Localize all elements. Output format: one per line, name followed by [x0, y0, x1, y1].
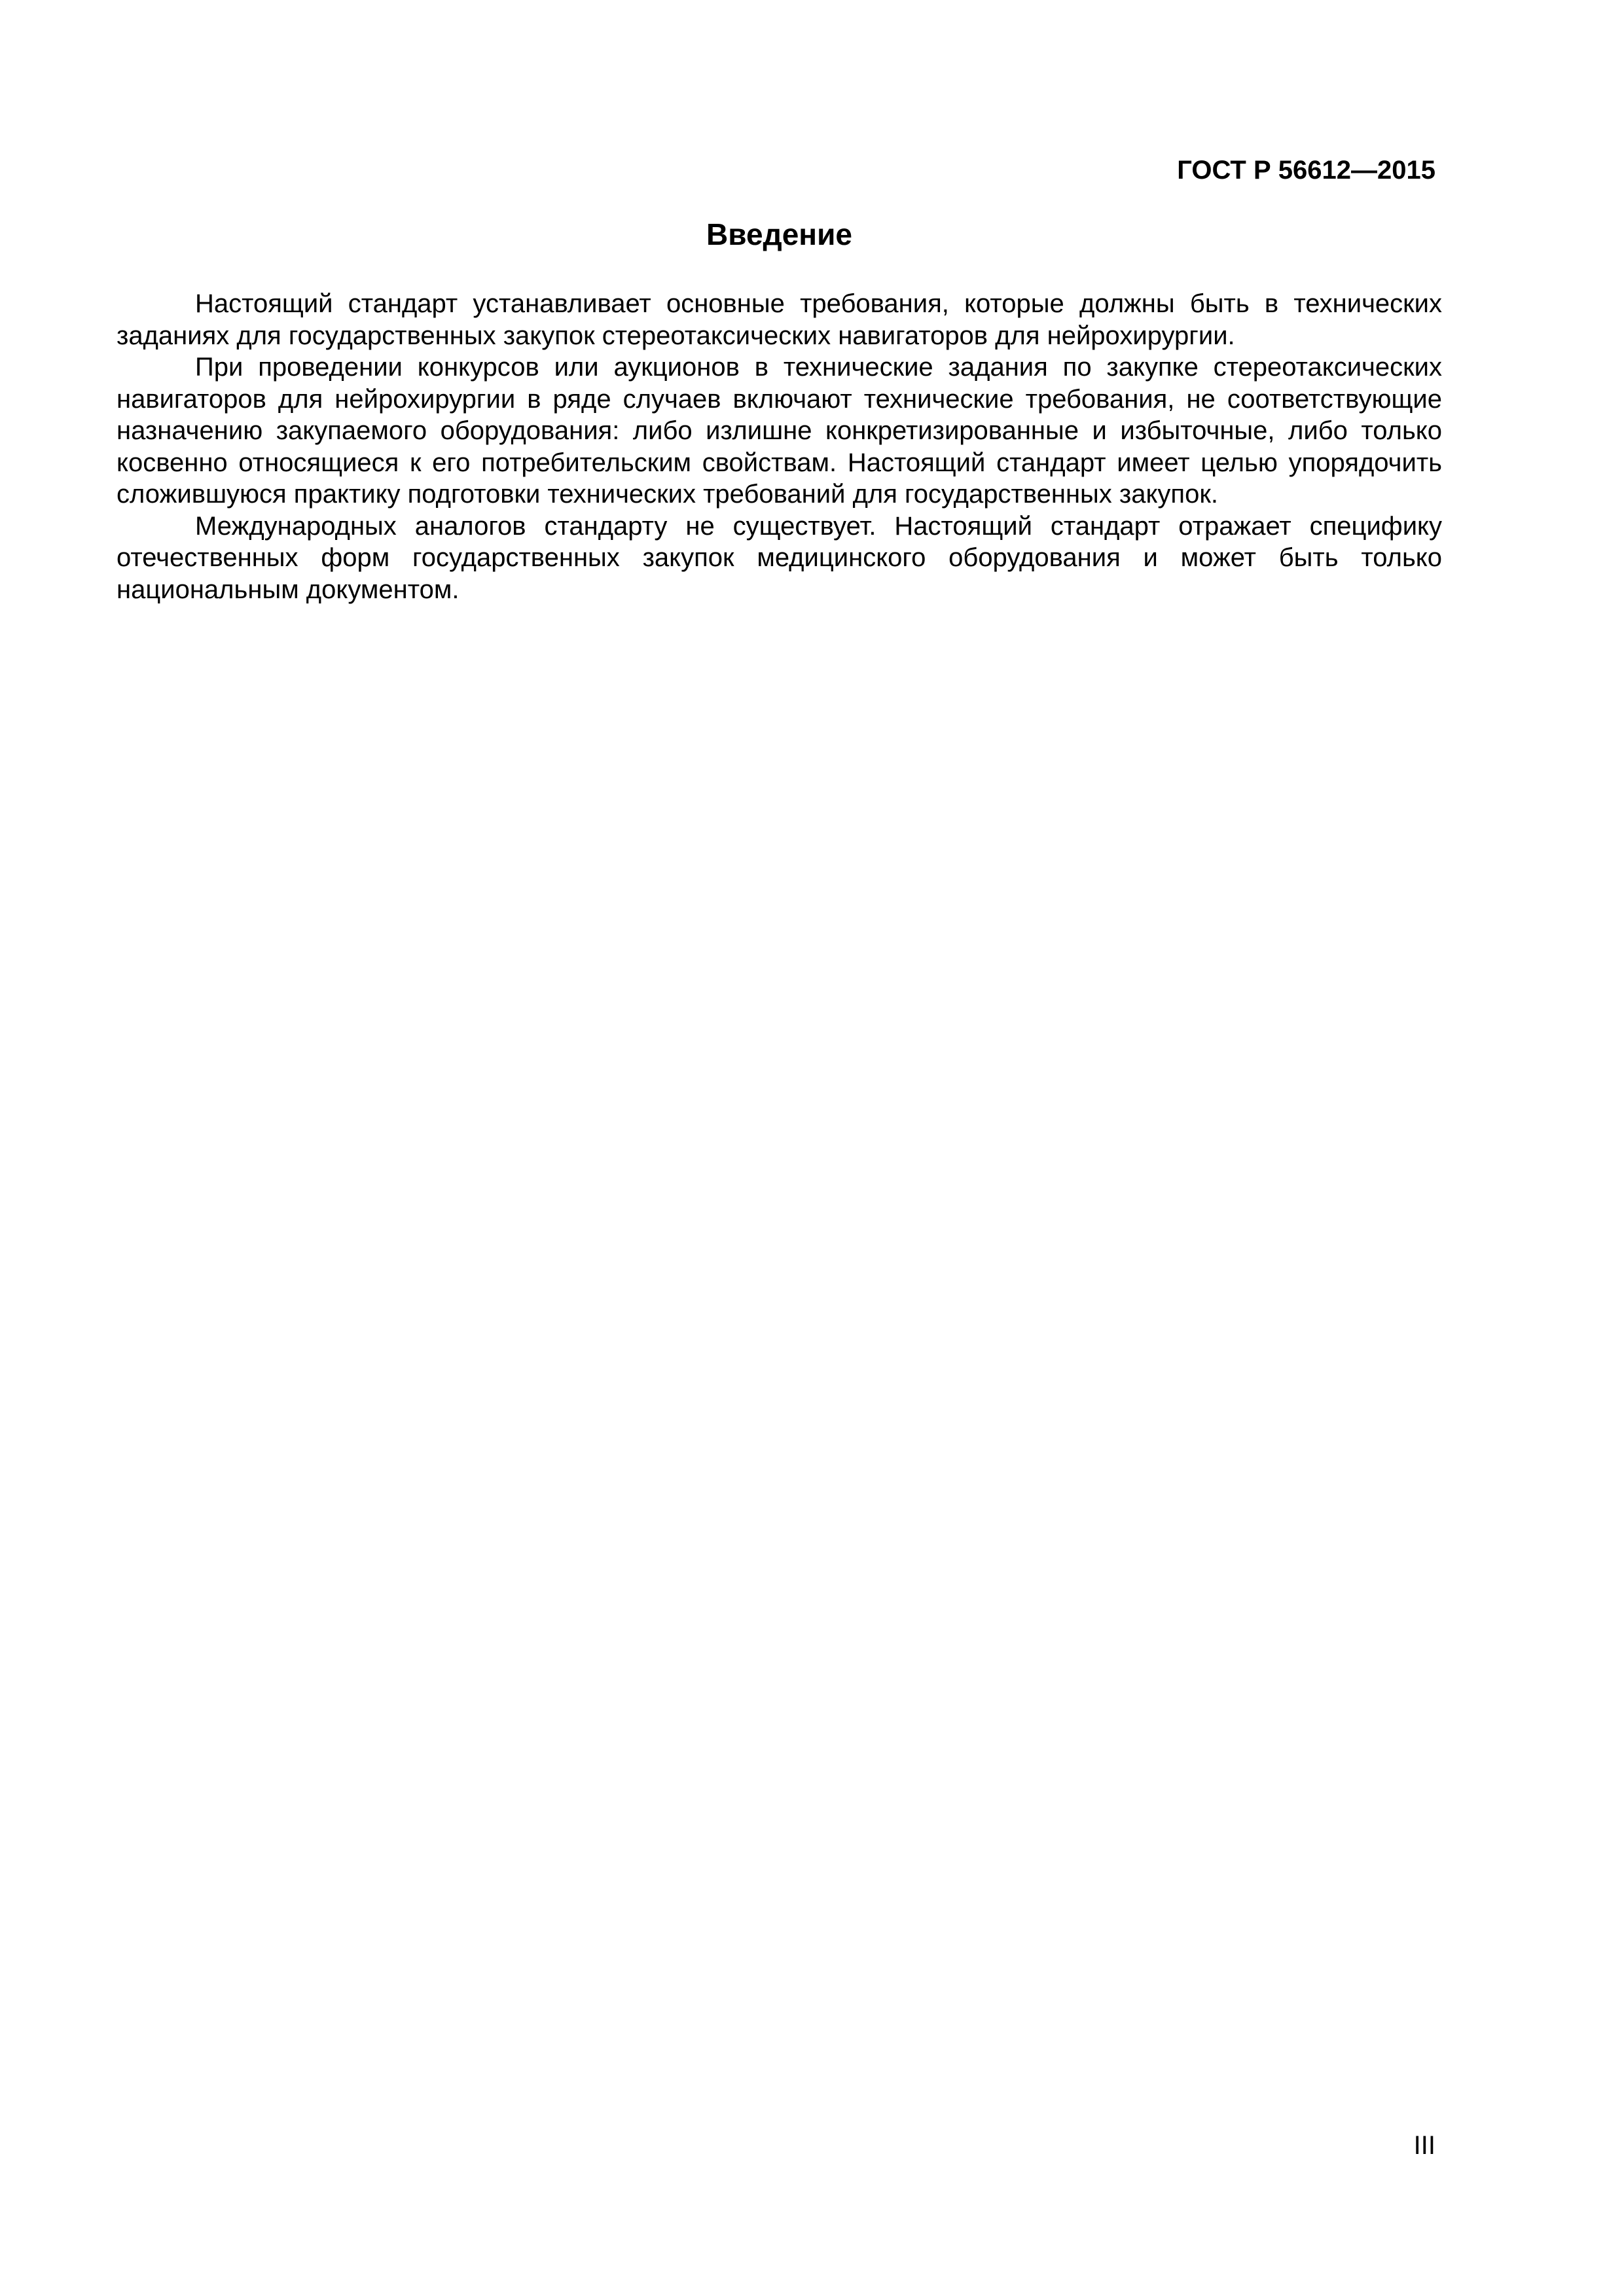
section-title: Введение: [706, 217, 852, 251]
section-body: [117, 288, 1442, 605]
standard-code: ГОСТ Р 56612—2015: [1177, 156, 1435, 185]
paragraph: Международных аналогов стандарту не существует. Настоящий стандарт отражает специфику отечественных форм государственных закупок медицинского оборудования и может быть только национальным документом.: [117, 511, 1442, 604]
paragraph: Настоящий стандарт устанавливает основные требования, которые должны быть в технических заданиях для государственных закупок стереотаксических навигаторов для нейрохирургии.: [117, 289, 1442, 350]
paragraph: При проведении конкурсов или аукционов в технические задания по закупке стереотаксических навигаторов для нейрохирургии в ряде случаев включают технические требования, не соответствующие назначению закупаемого оборудования: либо излишне конкретизированные и избыточные, либо только косвенно относящиеся к его потребительским свойствам. Настоящий стандарт имеет целью упорядочить сложившуюся практику подготовки технических требований для государственных закупок.: [117, 353, 1442, 509]
page-number: III: [1413, 2131, 1435, 2160]
